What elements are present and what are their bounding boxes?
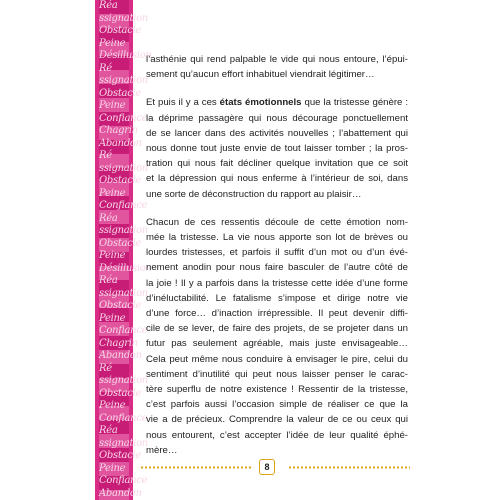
- paragraph-1: [146, 52, 408, 82]
- band-word: Obstacle: [99, 25, 142, 36]
- text-line: sentiment d’inutilité qui peut nous laisser penser le carac-: [146, 368, 408, 380]
- text-line: d’inéluctabilité. Le fatalisme s’impose et dirige notre vie: [146, 292, 408, 304]
- band-word: Confiance: [99, 112, 148, 124]
- text-line: Chacun de ces ressentis découle de cette émotion nom-: [146, 216, 408, 228]
- text-line: vie a de précieux. Comprendre la valeur de ce ou ceux qui: [146, 414, 408, 426]
- text-line: l’asthénie qui rend palpable le vide qui nous entoure, l’épui-: [146, 54, 408, 65]
- band-word: Peine: [99, 462, 126, 474]
- text-line: futur pas seulement agréable, mais juste envisageable…: [146, 338, 408, 350]
- band-word: ssignation: [99, 287, 148, 299]
- band-word: ssignation: [99, 375, 148, 386]
- band-word: Obstacle: [99, 87, 142, 99]
- text-line: sement qu’aucun effort inhabituel viendrait légitimer…: [146, 69, 375, 81]
- text-line: mée la tristesse. La vie nous apporte son lot de brèves ou: [146, 232, 408, 244]
- paragraph-3: [146, 215, 408, 458]
- page-number: 8: [259, 459, 275, 475]
- band-word: Désillusion: [99, 50, 152, 61]
- band-word: Abandon: [99, 137, 142, 149]
- band-word: Confiance: [99, 475, 148, 486]
- text-line: cile de se lever, de faire des projets, de se projeter dans un: [146, 323, 408, 335]
- band-word: Réa: [99, 425, 118, 436]
- text-line: et la dépression qui nous enferme à l’intérieur de soi, dans: [146, 173, 408, 185]
- band-word: Confiance: [99, 200, 148, 211]
- band-word: Obstacle: [99, 450, 142, 461]
- footer-dotted-rule-left: [140, 466, 252, 469]
- band-word: Réa: [99, 0, 118, 11]
- band-word: Ré: [99, 150, 112, 161]
- text-line: la joie ! Il y a parfois dans la tristesse cette idée d’une forme: [146, 277, 408, 289]
- band-word: Réa: [99, 212, 118, 224]
- band-word: Peine: [99, 187, 126, 199]
- band-word: Confiance: [99, 412, 148, 424]
- band-word: ssignation: [99, 437, 148, 449]
- band-word: ssignation: [99, 75, 148, 86]
- band-word: Peine: [99, 250, 126, 261]
- emphasized-term: états émotionnels: [219, 97, 302, 109]
- band-word: Obstacle: [99, 175, 142, 186]
- text-span: que la tristesse génère :: [301, 97, 408, 109]
- footer-dotted-rule-right: [288, 466, 410, 469]
- text-line: c’est parfois aussi l’occasion simple de réaliser ce que la: [146, 399, 408, 411]
- text-line: une sorte de déconstruction du rapport au plaisir…: [146, 188, 362, 200]
- band-word: Réa: [99, 275, 118, 286]
- band-word: Peine: [99, 37, 126, 49]
- paragraph-2-line-1: [146, 95, 408, 110]
- decorative-side-band: [95, 0, 152, 500]
- paragraph-2: [146, 95, 408, 201]
- band-word: ssignation: [99, 162, 148, 174]
- band-word: ssignation: [99, 225, 148, 236]
- band-word: Abandon: [99, 350, 142, 361]
- band-word: Ré: [99, 362, 112, 374]
- page-footer: [140, 459, 410, 475]
- band-word: Abandon: [99, 487, 142, 499]
- band-word: Chagrin: [99, 337, 138, 349]
- text-line: nous entourent, c’est accepter l’idée de leur qualité éphé-: [146, 429, 408, 441]
- band-word: Peine: [99, 100, 126, 111]
- text-line: de se lancer dans des activités nouvelles ; l’abattement qui: [146, 127, 408, 139]
- band-word-pattern: [99, 0, 152, 500]
- band-word: Peine: [99, 400, 126, 411]
- band-word: ssignation: [99, 12, 148, 24]
- text-line: la déprime passagère qui nous décourage ponctuellement: [146, 112, 408, 124]
- text-line: tration qui nous fait décliner quelque invitation que ce soit: [146, 158, 408, 170]
- band-word: Confiance: [99, 325, 148, 336]
- text-line: lourdes tristesses, et parfois il suffit d’un mot ou d’un évé-: [146, 247, 408, 259]
- band-word: Peine: [99, 312, 126, 324]
- text-line: d’une force… d’inaction irrépressible. Il peut devenir diffi-: [146, 308, 408, 320]
- text-span: Et puis il y a ces: [146, 97, 220, 109]
- band-word: Obstacle: [99, 237, 142, 249]
- text-line: nement anodin pour nous faire basculer de l’autre côté de: [146, 262, 408, 274]
- band-word: Obstacle: [99, 387, 142, 399]
- band-word: Désillusion: [99, 262, 152, 274]
- band-word: Ré: [99, 62, 112, 74]
- page-text: [146, 52, 408, 471]
- band-word: Obstacle: [99, 300, 142, 311]
- text-line: Cela peut même nous conduire à envisager le pire, celui du: [146, 353, 408, 365]
- text-line: mère…: [146, 444, 178, 456]
- text-line: tère superflu de notre existence ! Ressentir de la tristesse,: [146, 384, 408, 396]
- band-word: Chagrin: [99, 125, 138, 136]
- text-line: nous donne tout juste envie de tout laisser tomber ; la pros-: [146, 143, 408, 155]
